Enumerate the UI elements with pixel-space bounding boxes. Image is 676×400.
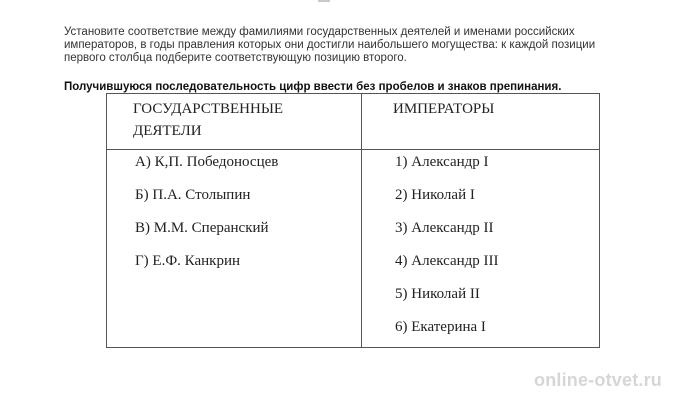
header-divider [107, 149, 599, 150]
statesman-item: А) К,П. Победоносцев [135, 154, 279, 170]
statesmen-list [135, 152, 278, 284]
answer-format-note: Получившуюся последовательность цифр ввести без пробелов и знаков препинания. [64, 81, 562, 93]
matching-table [106, 93, 600, 348]
statesman-item: В) М.М. Сперанский [135, 220, 269, 236]
statesman-item: Б) П.А. Столыпин [135, 187, 251, 203]
header-emperors: ИМПЕРАТОРЫ [393, 101, 495, 117]
emperor-item: 5) Николай II [395, 286, 480, 302]
column-divider [361, 94, 362, 347]
emperors-list [395, 152, 499, 350]
emperor-item: 1) Александр I [395, 154, 489, 170]
emperor-item: 2) Николай I [395, 187, 475, 203]
emperor-item: 4) Александр III [395, 253, 499, 269]
emperor-item: 3) Александр II [395, 220, 494, 236]
top-divider-mark [318, 0, 330, 2]
emperor-item: 6) Екатерина I [395, 319, 486, 335]
header-statesmen: ГОСУДАРСТВЕННЫЕ ДЕЯТЕЛИ [133, 101, 284, 139]
statesman-item: Г) Е.Ф. Канкрин [135, 253, 241, 269]
site-watermark: online-otvet.ru [534, 370, 662, 390]
task-instructions: Установите соответствие между фамилиями государственных деятелей и именами российских императоров, в годы правления которых они достигли наибольшего могущества: к каждой позиции первого столбца подберите соответствующую позицию второго. [64, 26, 596, 64]
